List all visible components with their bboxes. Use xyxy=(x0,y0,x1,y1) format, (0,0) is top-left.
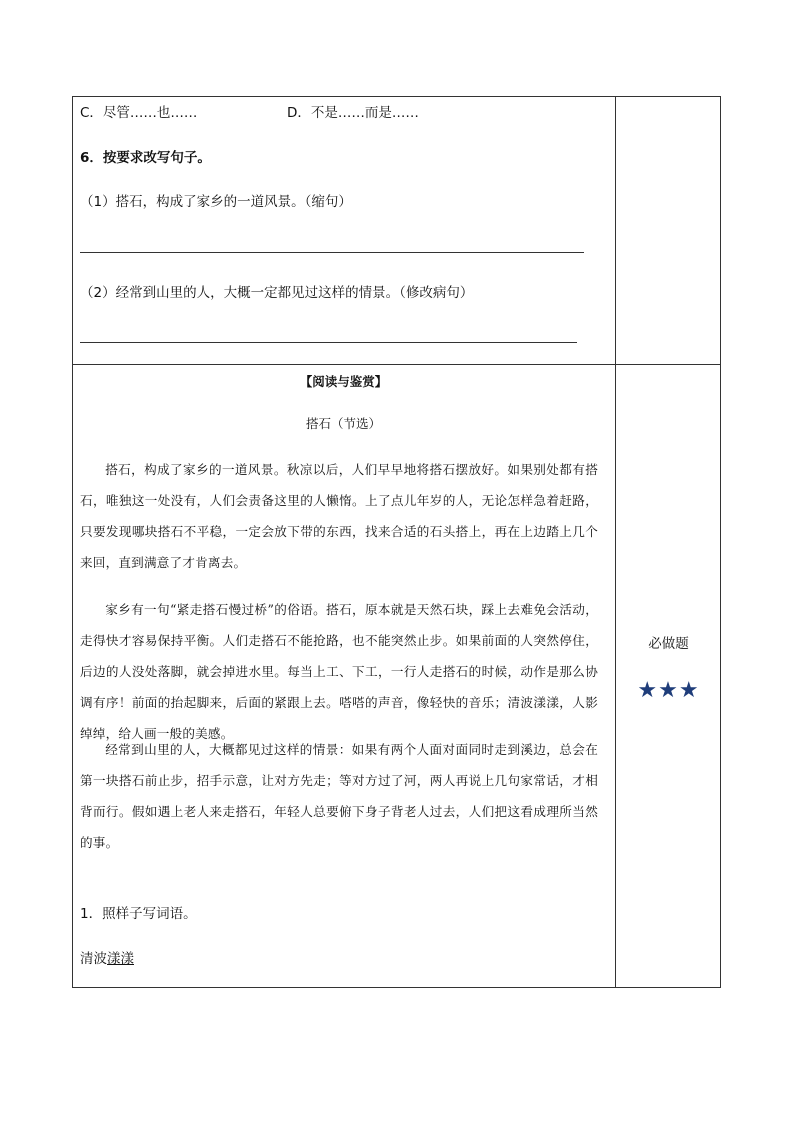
example-word-underlined: 漾漾 xyxy=(107,951,134,967)
passage-title: 搭石（节选） xyxy=(305,416,381,431)
reading-question-1: 1．照样子写词语。 xyxy=(80,906,197,922)
passage-paragraph-2: 家乡有一句“紧走搭石慢过桥”的俗语。搭石，原本就是天然石块，踩上去难免会活动，走得快才容易保持平衡。人们走搭石不能抢路，也不能突然止步。如果前面的人突然停住，后边的人没处落脚，就会掉进水里。每当上工、下工，一行人走搭石的时候，动作是那么协调有序！前面的抬起脚来，后面的紧跟上去。嗒嗒的声音，像轻快的音乐；清波漾漾，人影绰绰，给人画一般的美感。 xyxy=(80,602,598,741)
row-divider xyxy=(72,364,721,365)
passage-paragraph-3: 经常到山里的人，大概都见过这样的情景：如果有两个人面对面同时走到溪边，总会在第一块搭石前止步，招手示意，让对方先走；等对方过了河，两人再说上几句家常话，才相背而行。假如遇上老人来走搭石，年轻人总要俯下身子背老人过去，人们把这看成理所当然的事。 xyxy=(80,742,598,850)
difficulty-label: 必做题 xyxy=(648,636,689,652)
option-d: D．不是……而是…… xyxy=(287,105,419,121)
example-word-prefix: 清波 xyxy=(80,951,107,967)
option-c: C．尽管……也…… xyxy=(80,105,198,121)
answer-line-2[interactable] xyxy=(80,342,577,343)
example-word xyxy=(80,949,134,969)
column-divider xyxy=(615,96,616,988)
section-title: 【阅读与鉴赏】 xyxy=(299,374,388,389)
answer-line-1[interactable] xyxy=(80,252,584,253)
question-6-title: 6．按要求改写句子。 xyxy=(80,150,211,166)
question-6-item-1: （1）搭石，构成了家乡的一道风景。（缩句） xyxy=(80,194,352,210)
question-6-item-2: （2）经常到山里的人，大概一定都见过这样的情景。（修改病句） xyxy=(80,285,474,301)
difficulty-stars: ★★★ xyxy=(637,678,700,703)
passage-paragraph-1: 搭石，构成了家乡的一道风景。秋凉以后，人们早早地将搭石摆放好。如果别处都有搭石，唯独这一处没有，人们会责备这里的人懒惰。上了点儿年岁的人，无论怎样急着赶路，只要发现哪块搭石不平稳，一定会放下带的东西，找来合适的石头搭上，再在上边踏上几个来回，直到满意了才肯离去。 xyxy=(80,462,598,570)
